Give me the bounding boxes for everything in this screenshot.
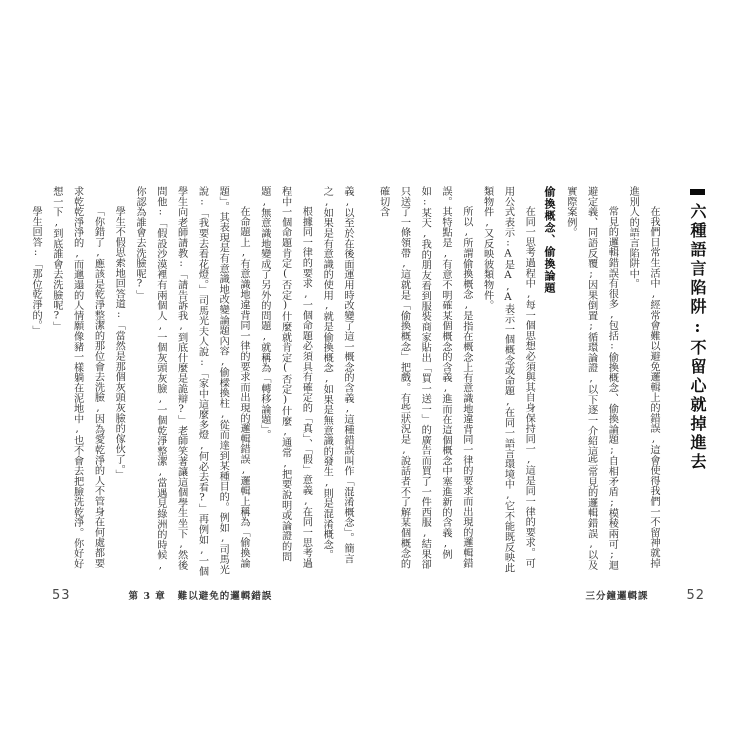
footer-right	[585, 588, 705, 603]
paragraph: 在同一思考過程中,每一個思想必須與其自身保持同一,這是同一律的要求。可用公式表示:A是A,A表示一個概念或命題,在同一語言環境中,它不能既反映此類物件,又反映彼類物件。	[481, 186, 535, 573]
body-text-right	[377, 186, 663, 578]
footer-page-number-52: 52	[686, 588, 705, 603]
footer-page-number-53: 53	[52, 588, 71, 603]
paragraph: 所以,所謂偷換概念,是指在概念上有意識地違背同一律的要求而出現的邏輯錯誤。其特點是,有意不明確某個概念的含義,進而在這個概念中塞進新的含義,例如:某天,我的朋友看到服裝商家貼出「買一送一」的廣告而買了一件西服,結果卻只送了一條領帶,這就是「偷換概念」把戲。有些狀況是,說話者不了解某個概念的確切含	[377, 186, 472, 570]
body-text-left	[23, 186, 357, 578]
footer-left	[52, 588, 272, 603]
paragraph: 根據同一律的要求,一個命題必須具有確定的「真」、「假」意義,在同一思考過程中一個命題肯定(否定)什麼就肯定(否定)什麼,通常,把要說明或論證的問題,無意識地變成了另外的問題,就稱為「轉移論題」。	[258, 186, 312, 569]
paragraph: 「你錯了,應該是乾淨整潔的那位會去洗臉,因為愛乾淨的人不管身在何處都要求乾乾淨淨的,而邋遢的人情願像豬一樣躺在泥地中,也不會去把臉洗乾淨。你好好想一下,到底誰會去洗臉呢?」	[50, 186, 104, 569]
paragraph: 學生回答:「那位乾淨的。」	[30, 206, 42, 336]
heading-marker-icon	[690, 189, 705, 195]
subsection-heading: 偷換概念、偷換論題	[543, 186, 557, 294]
footer-chapter-label: 第 3 章	[128, 591, 166, 602]
section-heading	[689, 187, 705, 587]
paragraph-continuation: 義,以至於在後面運用時改變了這一概念的含義,這種錯誤叫作「混淆概念」。簡言之,如果是有意識的使用,就是偷換概念,如果是無意識的發生,則是混淆概念。	[321, 186, 353, 564]
section-heading-text: 六種語言陷阱:不留心就掉進去	[688, 203, 707, 472]
paragraph: 常見的邏輯錯誤有很多,包括:偷換概念、偷換論題;自相矛盾;模稜兩可;迴避定義、同語反覆;因果倒置;循環論證,以下逐一介紹這些常見的邏輯錯誤,以及實際案例。	[564, 186, 618, 571]
footer-book-title: 三分鐘邏輯課	[585, 591, 649, 602]
paragraph: 在我們日常生活中,經常會難以避免邏輯上的錯誤,這會使得我們一不留神就掉進別人的語言陷阱中。	[627, 186, 659, 569]
paragraph: 學生不假思索地回答道:「當然是那個灰頭灰臉的傢伙了。」	[113, 206, 125, 481]
footer-chapter-title: 難以避免的邏輯錯誤	[177, 591, 273, 602]
footer-chapter	[129, 588, 273, 602]
paragraph: 在命題上,有意識地違背同一律的要求而出現的邏輯錯誤,邏輯上稱為「偷換論題」。其表現是有意識地改變論題內容,偷樑換柱,從而達到某種目的。例如,司馬光說:「我要去看花燈。」司馬光夫人說:「家中這麼多燈,何必去看?」再例如,一個學生向老師請教:「請告訴我,到底什麼是詭辯?」老師笑著讓這個學生坐下,然後問他:「假設沙漠裡有兩個人,一個灰頭灰臉,一個乾淨整潔,當遇見綠洲的時候,你認為誰會去洗臉呢?」	[134, 186, 250, 577]
